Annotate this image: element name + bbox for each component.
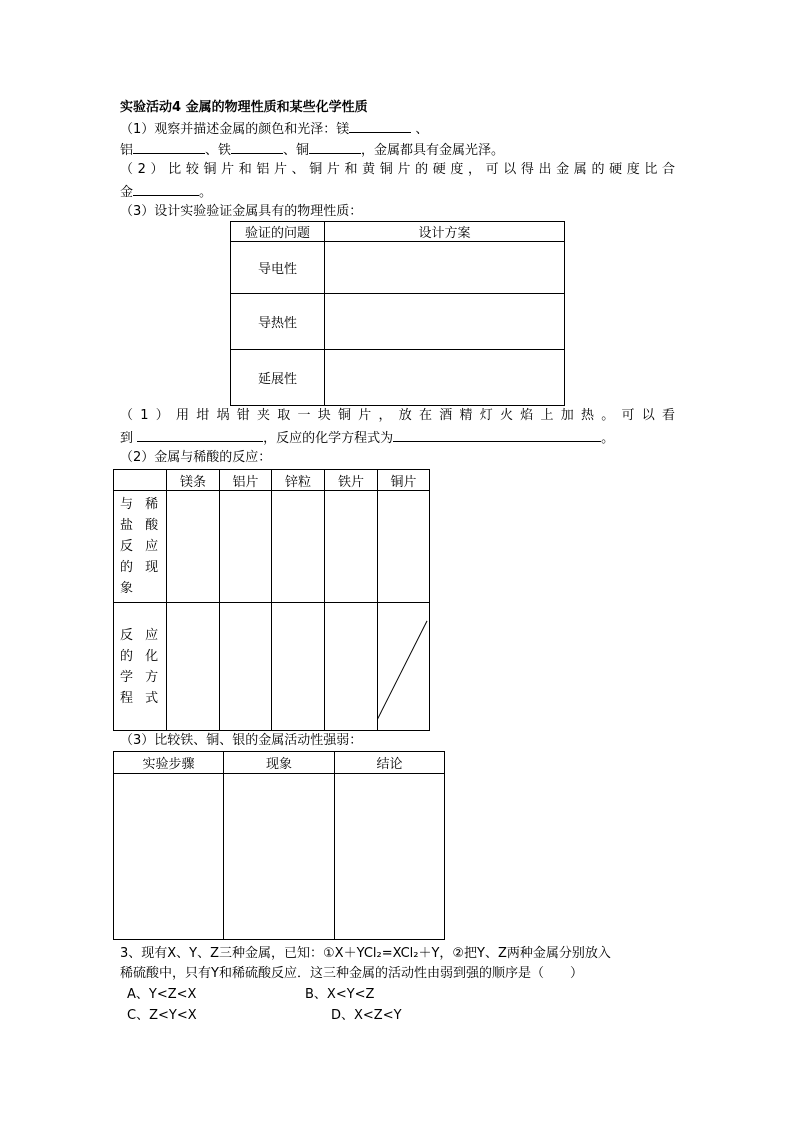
design-cell[interactable] xyxy=(325,242,565,294)
q1-sep: 、 xyxy=(411,122,429,137)
row-label-equation: 反 应 的 化 学 方 程 式 xyxy=(114,603,167,731)
blank-aluminum[interactable] xyxy=(133,139,205,154)
p2q1-end: 。 xyxy=(601,431,615,446)
q2-line1: （2）比较铜片和铝片、铜片和黄铜片的硬度，可以得出金属的硬度比合 xyxy=(120,162,675,177)
option-c[interactable]: C、Z<Y<X xyxy=(127,1008,197,1023)
q1-al-label: 铝 xyxy=(120,143,134,158)
q1-tail: ，金属都具有金属光泽。 xyxy=(361,143,505,158)
blank-hardness[interactable] xyxy=(133,181,199,196)
p2q2-heading: （2）金属与稀酸的反应： xyxy=(120,450,272,465)
q2-end: 。 xyxy=(199,185,213,200)
answer-cell[interactable] xyxy=(114,774,224,940)
p2q3-heading: （3）比较铁、铜、银的金属活动性强弱： xyxy=(120,733,363,748)
q-final-line2: 稀硫酸中，只有Y和稀硫酸反应．这三种金属的活动性由弱到强的顺序是（ ） xyxy=(120,966,583,981)
q-final-line1: 3、现有X、Y、Z三种金属，已知：①X＋YCl₂=XCl₂＋Y，②把Y、Z两种金属分别放入 xyxy=(120,946,611,961)
blank-copper[interactable] xyxy=(309,139,361,154)
answer-cell[interactable] xyxy=(167,603,220,731)
answer-cell[interactable] xyxy=(272,491,325,603)
answer-cell[interactable] xyxy=(325,603,378,731)
q1-fe-label: 、铁 xyxy=(205,143,232,158)
blank-observation[interactable] xyxy=(137,427,263,442)
page-title: 实验活动4 金属的物理性质和某些化学性质 xyxy=(120,100,368,115)
table-header: 铜片 xyxy=(378,470,430,491)
q1-cu-label: 、铜 xyxy=(283,143,310,158)
acid-reaction-table xyxy=(113,469,430,731)
table-header: 实验步骤 xyxy=(114,752,224,774)
diagonal-slash xyxy=(378,603,429,730)
option-b[interactable]: B、X<Y<Z xyxy=(305,987,375,1002)
crossed-out-cell xyxy=(378,603,430,731)
physical-property-table xyxy=(230,221,565,406)
answer-cell[interactable] xyxy=(378,491,430,603)
row-label-ductility: 延展性 xyxy=(231,350,325,406)
p2q1-start: 到 xyxy=(120,431,134,446)
option-d[interactable]: D、X<Z<Y xyxy=(331,1008,402,1023)
row-label-thermal: 导热性 xyxy=(231,294,325,350)
answer-cell[interactable] xyxy=(224,774,335,940)
row-label-conductivity: 导电性 xyxy=(231,242,325,294)
table-header: 锌粒 xyxy=(272,470,325,491)
answer-cell[interactable] xyxy=(220,603,272,731)
table-header: 铝片 xyxy=(220,470,272,491)
answer-cell[interactable] xyxy=(335,774,445,940)
q1-text: （1）观察并描述金属的颜色和光泽：镁 xyxy=(120,122,350,137)
q2-line2 xyxy=(120,181,675,201)
answer-cell[interactable] xyxy=(272,603,325,731)
table-header: 验证的问题 xyxy=(231,222,325,242)
answer-cell[interactable] xyxy=(167,491,220,603)
blank-magnesium[interactable] xyxy=(349,118,411,133)
design-cell[interactable] xyxy=(325,294,565,350)
q1-line2 xyxy=(120,139,675,159)
table-header: 结论 xyxy=(335,752,445,774)
table-header: 现象 xyxy=(224,752,335,774)
answer-cell[interactable] xyxy=(325,491,378,603)
table-header xyxy=(114,470,167,491)
design-cell[interactable] xyxy=(325,350,565,406)
blank-equation[interactable] xyxy=(393,427,601,442)
option-a[interactable]: A、Y<Z<X xyxy=(127,987,197,1002)
p2q1-line2 xyxy=(120,427,675,447)
q2-start: 金 xyxy=(120,185,134,200)
p2q1-mid: ，反应的化学方程式为 xyxy=(263,431,394,446)
answer-cell[interactable] xyxy=(220,491,272,603)
table-header: 设计方案 xyxy=(325,222,565,242)
p2q1-line1: （1）用坩埚钳夹取一块铜片，放在酒精灯火焰上加热。可以看 xyxy=(120,408,675,423)
activity-table xyxy=(113,751,445,940)
blank-iron[interactable] xyxy=(231,139,283,154)
q3-heading: （3）设计实验验证金属具有的物理性质： xyxy=(120,204,363,219)
table-header: 镁条 xyxy=(167,470,220,491)
q1-line1 xyxy=(120,118,675,138)
table-header: 铁片 xyxy=(325,470,378,491)
row-label-phenomenon: 与 稀 盐 酸 反 应 的 现 象 xyxy=(114,491,167,603)
